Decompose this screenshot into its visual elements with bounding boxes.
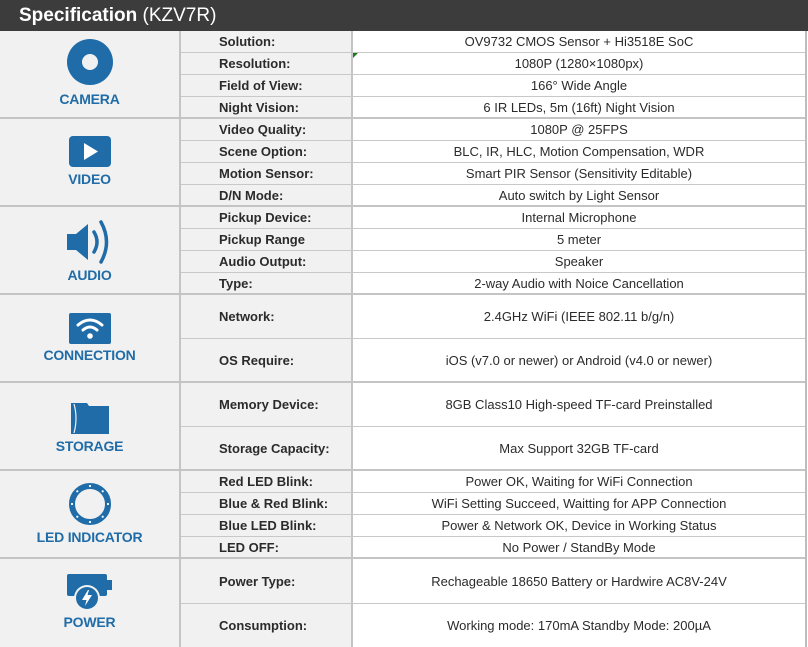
spec-value: BLC, IR, HLC, Motion Compensation, WDR [353, 141, 805, 162]
spec-group-audio [0, 207, 805, 295]
spec-row [181, 559, 805, 604]
spec-value: Rechageable 18650 Battery or Hardwire AC8V-24V [353, 559, 805, 603]
spec-label: Consumption: [181, 604, 353, 647]
spec-row [181, 537, 805, 557]
model-number: (KZV7R) [142, 5, 217, 26]
spec-group-power [0, 559, 805, 647]
category-label: STORAGE [55, 438, 124, 454]
spec-label: Pickup Range [181, 229, 353, 250]
spec-value: OV9732 CMOS Sensor + Hi3518E SoC [353, 31, 805, 52]
spec-value: Max Support 32GB TF-card [353, 427, 805, 469]
spec-label: Red LED Blink: [181, 471, 353, 492]
spec-row [181, 493, 805, 515]
spec-row [181, 604, 805, 647]
cell-comment-marker [353, 53, 358, 58]
spec-row [181, 163, 805, 185]
spec-label: Power Type: [181, 559, 353, 603]
sd-card-icon [69, 402, 111, 434]
spec-row [181, 31, 805, 53]
spec-row [181, 383, 805, 427]
spec-label: Blue & Red Blink: [181, 493, 353, 514]
spec-value: Auto switch by Light Sensor [353, 185, 805, 205]
spec-row [181, 273, 805, 293]
spec-label: Type: [181, 273, 353, 293]
category-label: CAMERA [59, 91, 120, 107]
category-cell [0, 31, 181, 117]
video-play-icon [69, 136, 111, 167]
category-cell [0, 559, 181, 647]
spec-label: Resolution: [181, 53, 353, 74]
wifi-icon [69, 313, 111, 344]
camera-lens-icon [67, 39, 113, 85]
spec-group-storage [0, 383, 805, 471]
category-cell [0, 295, 181, 381]
spec-label: Solution: [181, 31, 353, 52]
spec-group-camera [0, 31, 805, 119]
spec-row [181, 427, 805, 469]
category-cell [0, 471, 181, 557]
spec-label: Memory Device: [181, 383, 353, 426]
spec-table [0, 31, 807, 647]
spec-value: 1080P @ 25FPS [353, 119, 805, 140]
spec-label: LED OFF: [181, 537, 353, 557]
spec-label: Video Quality: [181, 119, 353, 140]
category-label: LED INDICATOR [36, 529, 143, 545]
spec-value: Internal Microphone [353, 207, 805, 228]
spec-label: Scene Option: [181, 141, 353, 162]
spec-row [181, 75, 805, 97]
spec-value: 2-way Audio with Noice Cancellation [353, 273, 805, 293]
spec-group-connection [0, 295, 805, 383]
spec-value: Speaker [353, 251, 805, 272]
spec-label: Field of View: [181, 75, 353, 96]
spec-value: 6 IR LEDs, 5m (16ft) Night Vision [353, 97, 805, 117]
spec-row [181, 207, 805, 229]
spec-row [181, 53, 805, 75]
spec-value: iOS (v7.0 or newer) or Android (v4.0 or newer) [353, 339, 805, 381]
spec-value: 8GB Class10 High-speed TF-card Preinstalled [353, 383, 805, 426]
spec-label: Pickup Device: [181, 207, 353, 228]
spec-label: D/N Mode: [181, 185, 353, 205]
spec-row [181, 141, 805, 163]
spec-label: OS Require: [181, 339, 353, 381]
spec-group-video [0, 119, 805, 207]
category-cell [0, 207, 181, 293]
spec-row [181, 515, 805, 537]
battery-charge-icon [67, 574, 113, 612]
spec-value: 2.4GHz WiFi (IEEE 802.11 b/g/n) [353, 295, 805, 338]
spec-row [181, 339, 805, 381]
spec-value: Smart PIR Sensor (Sensitivity Editable) [353, 163, 805, 184]
page-title: Specification [19, 5, 138, 26]
spec-row [181, 97, 805, 117]
category-label: VIDEO [68, 171, 111, 187]
spec-row [181, 119, 805, 141]
spec-label: Storage Capacity: [181, 427, 353, 469]
spec-value: Power OK, Waiting for WiFi Connection [353, 471, 805, 492]
spec-label: Audio Output: [181, 251, 353, 272]
spec-label: Blue LED Blink: [181, 515, 353, 536]
spec-row [181, 471, 805, 493]
speaker-icon [66, 218, 114, 264]
category-label: CONNECTION [43, 347, 136, 363]
spec-value: No Power / StandBy Mode [353, 537, 805, 557]
spec-value: 166° Wide Angle [353, 75, 805, 96]
spec-label: Motion Sensor: [181, 163, 353, 184]
category-cell [0, 119, 181, 205]
spec-value: 1080P (1280×1080px) [353, 53, 805, 74]
category-label: POWER [63, 614, 116, 630]
led-ring-icon [69, 483, 111, 525]
spec-value: WiFi Setting Succeed, Waitting for APP Connection [353, 493, 805, 514]
category-cell [0, 383, 181, 469]
category-label: AUDIO [67, 267, 112, 283]
spec-value: Power & Network OK, Device in Working Status [353, 515, 805, 536]
page-header [0, 0, 808, 31]
spec-row [181, 229, 805, 251]
spec-row [181, 295, 805, 339]
spec-group-led-indicator [0, 471, 805, 559]
spec-value: Working mode: 170mA Standby Mode: 200µA [353, 604, 805, 647]
spec-label: Night Vision: [181, 97, 353, 117]
spec-label: Network: [181, 295, 353, 338]
spec-value: 5 meter [353, 229, 805, 250]
spec-row [181, 251, 805, 273]
spec-row [181, 185, 805, 205]
